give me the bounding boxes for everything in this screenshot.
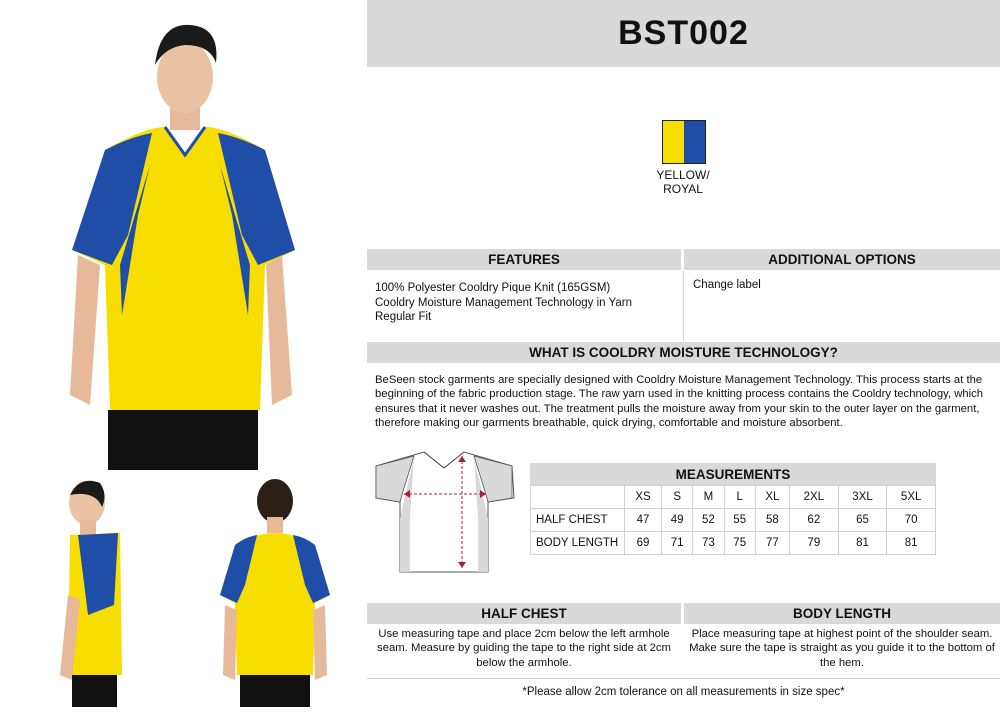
measurement-diagram — [374, 448, 516, 576]
back-view-photo — [215, 475, 335, 707]
table-cell: 77 — [755, 532, 789, 555]
table-cell: 79 — [790, 532, 839, 555]
tolerance-note: *Please allow 2cm tolerance on all measurements in size spec* — [522, 686, 845, 698]
measurements-table — [530, 485, 936, 555]
size-header: S — [662, 486, 693, 509]
size-header: XL — [755, 486, 789, 509]
half-chest-header — [367, 603, 681, 624]
size-header: 5XL — [887, 486, 936, 509]
table-cell: 71 — [662, 532, 693, 555]
table-cell: 65 — [838, 509, 887, 532]
cooldry-header-label: WHAT IS COOLDRY MOISTURE TECHNOLOGY? — [529, 345, 838, 360]
additional-option-item: Change label — [693, 279, 761, 291]
table-cell: 55 — [724, 509, 755, 532]
table-cell: 47 — [625, 509, 662, 532]
feature-item: Regular Fit — [375, 311, 432, 323]
body-length-header-label: BODY LENGTH — [792, 606, 891, 621]
features-header — [367, 249, 681, 270]
table-cell: 49 — [662, 509, 693, 532]
size-header: 2XL — [790, 486, 839, 509]
corner-cell — [531, 486, 625, 509]
feature-item: Cooldry Moisture Management Technology in Yarn — [375, 296, 632, 309]
cooldry-description: BeSeen stock garments are specially designed with Cooldry Moisture Management Technology. This process starts at the beginning of the fabric production stage. The raw yarn used in the knitting process contains the Cooldry technology, which ensures that it never washes out. The treatment pulls the moisture away from your skin to the outer layer on the garment, therefore making our garments breathable, quick drying, comfortable and moisture absorbent. — [375, 374, 984, 429]
size-header: L — [724, 486, 755, 509]
features-header-label: FEATURES — [488, 252, 560, 267]
measurements-title-label: MEASUREMENTS — [675, 466, 791, 482]
row-label: HALF CHEST — [531, 509, 625, 532]
footer-divider — [367, 678, 1000, 679]
colour-swatch — [662, 120, 706, 164]
body-length-header — [684, 603, 1000, 624]
colour-label-line2: ROYAL — [663, 182, 703, 196]
table-cell: 69 — [625, 532, 662, 555]
size-header: 3XL — [838, 486, 887, 509]
half-chest-instructions: Use measuring tape and place 2cm below the left armhole seam. Measure by guiding the tape to the right side at 2cm below the armhole. — [377, 628, 671, 669]
swatch-yellow — [663, 121, 684, 163]
size-header: XS — [625, 486, 662, 509]
front-view-photo — [60, 15, 310, 470]
spec-sheet — [367, 0, 1000, 707]
measurements-title — [530, 463, 936, 485]
table-row — [531, 532, 936, 555]
size-header-row — [531, 486, 936, 509]
additional-options-header — [684, 249, 1000, 270]
feature-item: 100% Polyester Cooldry Pique Knit (165GSM) — [375, 282, 611, 294]
swatch-royal — [684, 121, 705, 163]
table-cell: 81 — [887, 532, 936, 555]
side-view-photo — [40, 475, 140, 707]
table-cell: 52 — [693, 509, 724, 532]
table-cell: 70 — [887, 509, 936, 532]
table-cell: 75 — [724, 532, 755, 555]
product-code-header — [367, 0, 1000, 67]
features-divider — [683, 271, 684, 341]
row-label: BODY LENGTH — [531, 532, 625, 555]
table-cell: 81 — [838, 532, 887, 555]
half-chest-header-label: HALF CHEST — [481, 606, 567, 621]
additional-options-header-label: ADDITIONAL OPTIONS — [768, 252, 916, 267]
product-code: BST002 — [618, 14, 749, 52]
size-header: M — [693, 486, 724, 509]
table-cell: 58 — [755, 509, 789, 532]
table-row — [531, 509, 936, 532]
table-cell: 73 — [693, 532, 724, 555]
features-list — [375, 281, 675, 325]
body-length-instructions: Place measuring tape at highest point of the shoulder seam. Make sure the tape is straight as you guide it to the bottom of the hem. — [689, 628, 995, 669]
colour-label — [633, 168, 733, 196]
cooldry-header — [367, 342, 1000, 363]
colour-label-line1: YELLOW/ — [656, 168, 710, 182]
table-cell: 62 — [790, 509, 839, 532]
